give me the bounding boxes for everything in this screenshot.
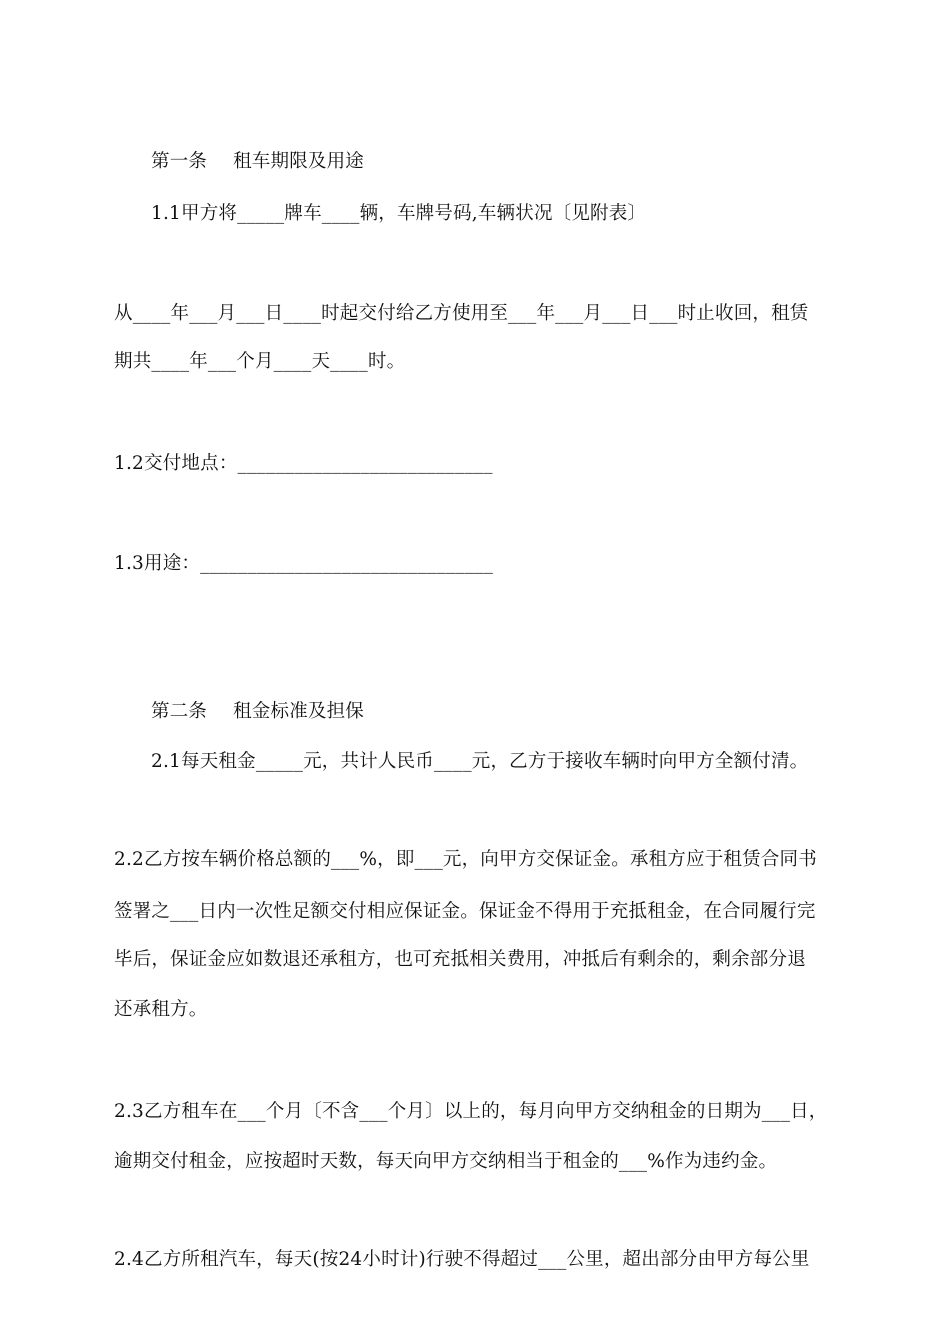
clause-1-2: 1.2交付地点：___________________________ xyxy=(114,453,493,474)
section-2-number: 第二条 xyxy=(151,701,208,722)
clause-2-2-line-3: 毕后，保证金应如数退还承租方，也可充抵相关费用，冲抵后有剩余的，剩余部分退 xyxy=(114,949,806,970)
clause-2-2-line-4: 还承租方。 xyxy=(114,999,208,1020)
clause-1-1: 1.1甲方将_____牌车____辆，车牌号码,车辆状况〔见附表〕 xyxy=(151,203,647,224)
clause-2-1: 2.1每天租金_____元，共计人民币____元，乙方于接收车辆时向甲方全额付清。 xyxy=(151,751,809,772)
clause-2-3-line-2: 逾期交付租金，应按超时天数，每天向甲方交纳相当于租金的___%作为违约金。 xyxy=(114,1151,778,1172)
section-1-number: 第一条 xyxy=(151,151,208,172)
clause-2-2-line-1: 2.2乙方按车辆价格总额的___%，即___元，向甲方交保证金。承租方应于租赁合同书 xyxy=(114,849,817,870)
clause-1-3: 1.3用途：_______________________________ xyxy=(114,553,494,574)
clause-1-1-period-line-2: 期共____年___个月____天____时。 xyxy=(114,351,406,372)
section-1-title: 租车期限及用途 xyxy=(233,151,365,172)
section-2-title: 租金标准及担保 xyxy=(233,701,365,722)
clause-2-3-line-1: 2.3乙方租车在___个月〔不含___个月〕以上的，每月向甲方交纳租金的日期为___日， xyxy=(114,1101,828,1122)
section-1-heading xyxy=(151,147,891,177)
clause-1-1-period-line-1: 从____年___月___日____时起交付给乙方使用至___年___月___日___时止收回，租赁 xyxy=(114,303,809,324)
clause-2-2-line-2: 签署之___日内一次性足额交付相应保证金。保证金不得用于充抵租金，在合同履行完 xyxy=(114,901,816,922)
section-2-heading xyxy=(151,697,891,727)
clause-2-4-line-1: 2.4乙方所租汽车，每天(按24小时计)行驶不得超过___公里，超出部分由甲方每公里 xyxy=(114,1249,810,1270)
